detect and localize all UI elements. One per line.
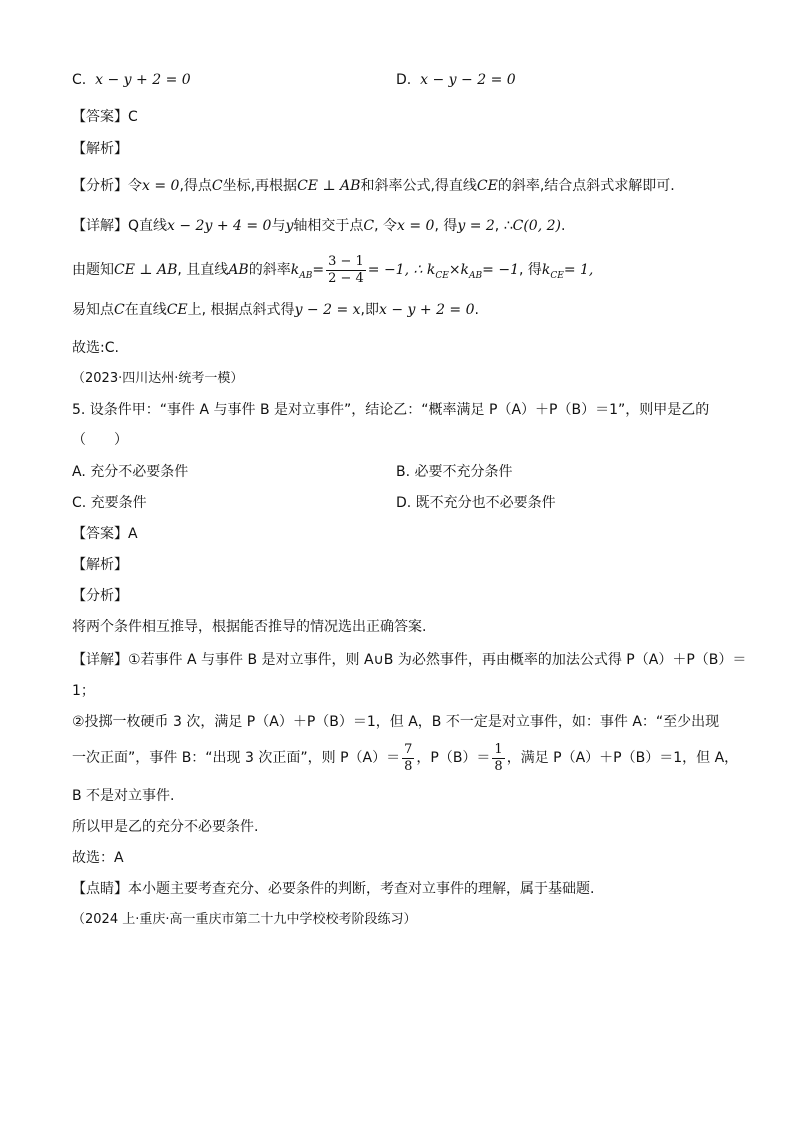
option-a: A. 充分不必要条件 <box>72 464 189 480</box>
question-stem: 5. 设条件甲：“事件 A 与事件 B 是对立事件”，结论乙：“概率满足 P（A）＋P（B）＝1”，则甲是乙的 <box>72 402 710 418</box>
source-label: （2023·四川达州·统考一模） <box>72 371 244 386</box>
detail-line-2: 由题知CE ⊥ AB, 且直线AB的斜率$k_{AB}=$ $\frac{3 - 1}{2 - 4}$ = −1, ∴ $k_{CE}\times k_{AB}= -1$, 得$k_{CE}= 1$, <box>72 253 594 286</box>
option-c: C. 充要条件 <box>72 495 147 511</box>
answer-line: 【答案】A <box>72 526 138 542</box>
slope-fraction: $\frac{3 - 1}{2 - 4}$ <box>328 253 364 286</box>
analysis-label: 【解析】 <box>72 141 128 157</box>
detail-line-4: B 不是对立事件. <box>72 788 175 804</box>
detail-line-2: ②投掷一枚硬币 3 次，满足 P（A）＋P（B）＝1，但 A，B 不一定是对立事件，如：事件 A：“至少出现 <box>72 714 720 730</box>
analysis-label: 【解析】 <box>72 557 128 573</box>
option-c: C. x − y + 2 = 0 <box>72 72 191 88</box>
dianjing-line: 【点睛】本小题主要考查充分、必要条件的判断，考查对立事件的理解，属于基础题. <box>72 881 595 897</box>
answer-line: 【答案】C <box>72 109 138 125</box>
next-source-label: （2024 上·重庆·高一重庆市第二十九中学校校考阶段练习） <box>72 912 417 927</box>
detail-line-1b: 1； <box>72 683 95 699</box>
detail-line-1: 【详解】Q直线x − 2y + 4 = 0与y轴相交于点C, 令x = 0, 得y = 2, ∴C(0, 2). <box>72 218 566 234</box>
choose-line: 故选:C. <box>72 340 119 356</box>
detail-line-3: 易知点C在直线CE上, 根据点斜式得y − 2 = x,即x − y + 2 = 0. <box>72 302 479 318</box>
fenxi-line: 【分析】令x = 0,得点C坐标,再根据CE ⊥ AB和斜率公式,得直线CE的斜率,结合点斜式求解即可. <box>72 178 675 194</box>
fenxi-text: 将两个条件相互推导，根据能否推导的情况选出正确答案. <box>72 619 427 635</box>
question-blank: （ ） <box>72 432 128 448</box>
detail-line-3: 一次正面”，事件 B：“出现 3 次正面”，则 P（A）＝ $\frac{7}{8}$ ，P（B）＝ $\frac{1}{8}$ ，满足 P（A）＋P（B）＝1，但 A， <box>72 741 739 774</box>
option-d: D. x − y − 2 = 0 <box>396 72 516 88</box>
option-d: D. 既不充分也不必要条件 <box>396 495 556 511</box>
detail-line-1: 【详解】①若事件 A 与事件 B 是对立事件，则 A∪B 为必然事件，再由概率的加法公式得 P（A）＋P（B）＝ <box>72 652 747 668</box>
option-b: B. 必要不充分条件 <box>396 464 513 480</box>
choose-line: 故选：A <box>72 850 124 866</box>
fraction-7-8: $\frac{7}{8}$ <box>404 741 413 774</box>
conclusion-line: 所以甲是乙的充分不必要条件. <box>72 819 259 835</box>
fraction-1-8: $\frac{1}{8}$ <box>494 741 503 774</box>
fenxi-label: 【分析】 <box>72 588 128 604</box>
